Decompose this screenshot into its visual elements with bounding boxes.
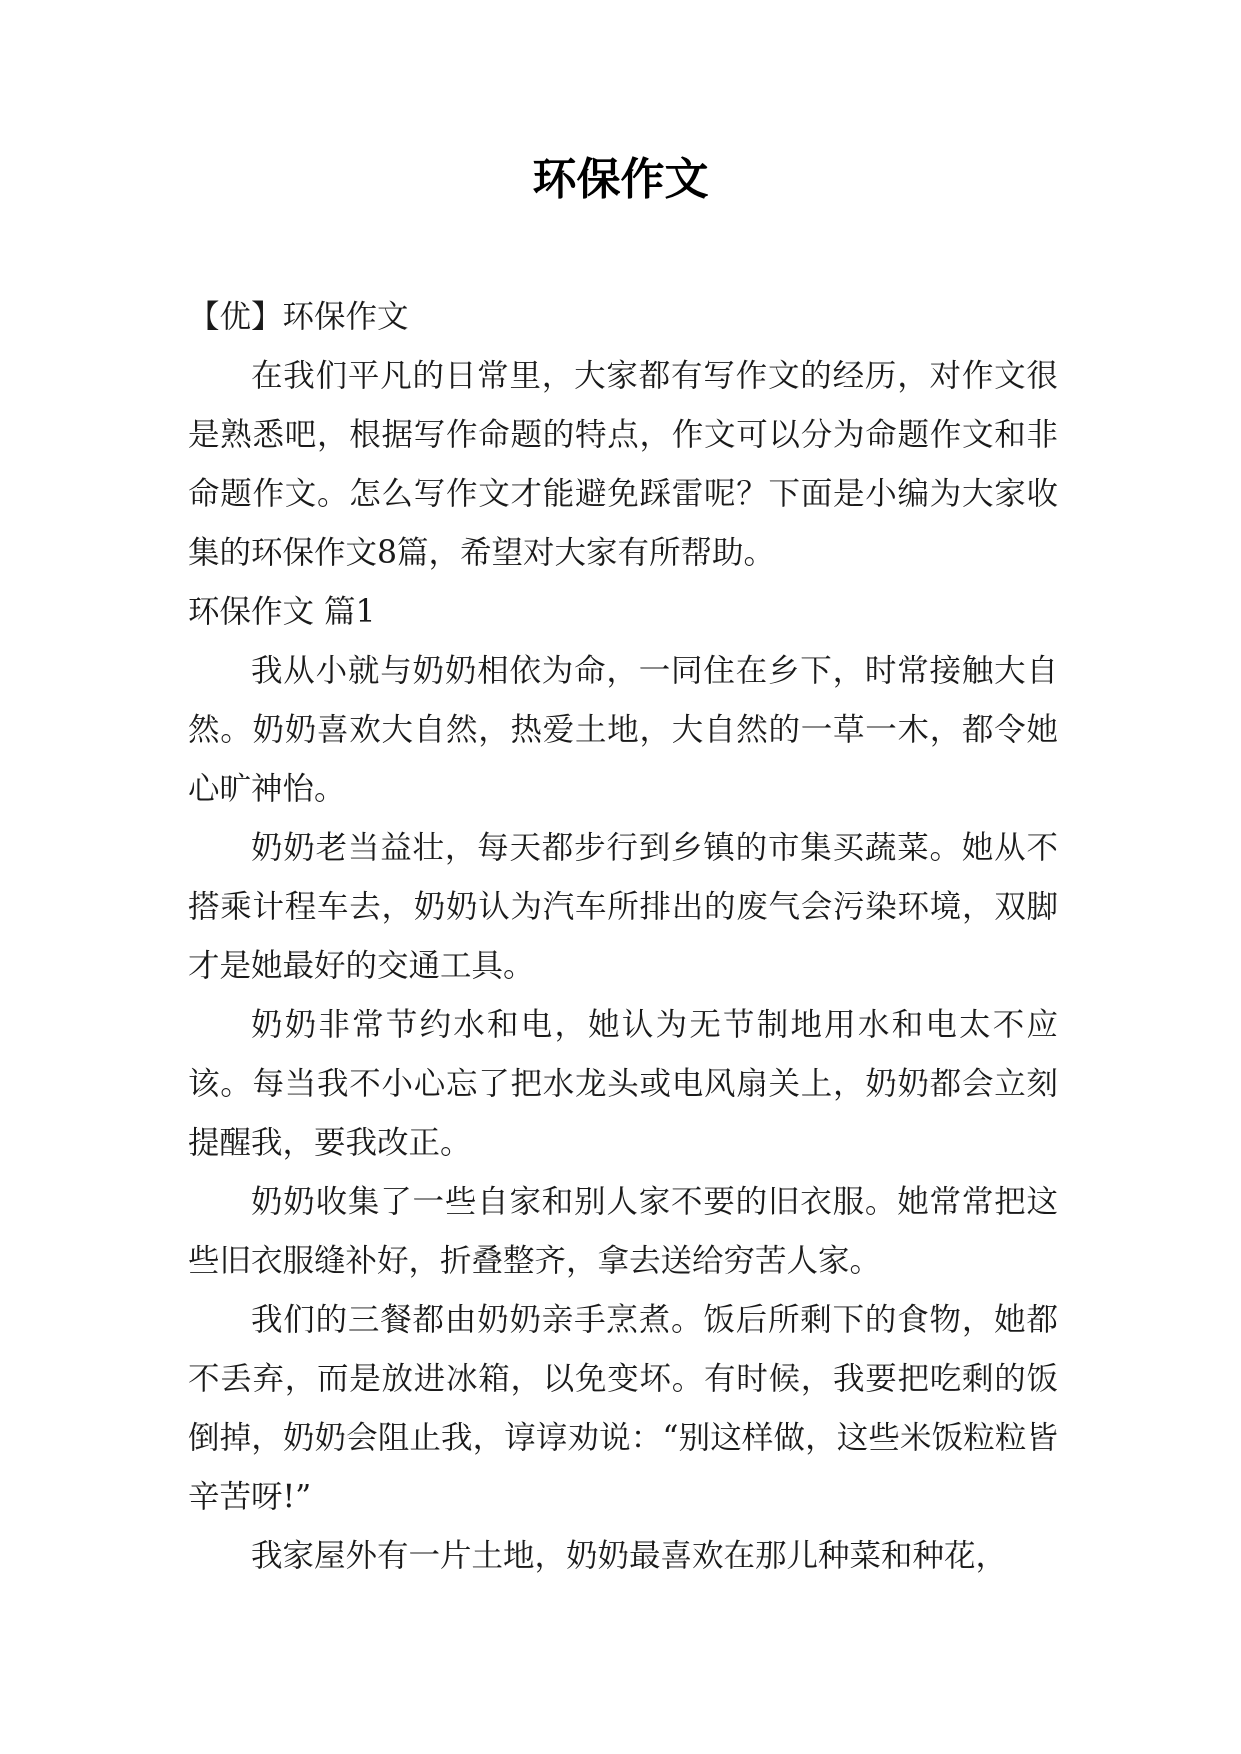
body-paragraph: 奶奶收集了一些自家和别人家不要的旧衣服。她常常把这些旧衣服缝补好，折叠整齐，拿去送给穷苦人家。 — [188, 1184, 1058, 1279]
document-title: 环保作文 — [532, 154, 709, 205]
body-paragraph: 奶奶非常节约水和电，她认为无节制地用水和电太不应该。每当我不小心忘了把水龙头或电风扇关上，奶奶都会立刻提醒我，要我改正。 — [188, 1007, 1058, 1161]
body-paragraph: 我家屋外有一片土地，奶奶最喜欢在那儿种菜和种花， — [251, 1538, 1008, 1574]
body-paragraph: 奶奶老当益壮，每天都步行到乡镇的市集买蔬菜。她从不搭乘计程车去，奶奶认为汽车所排出的废气会污染环境，双脚才是她最好的交通工具。 — [188, 830, 1058, 984]
section-heading: 环保作文 篇1 — [188, 594, 376, 630]
body-paragraph: 我从小就与奶奶相依为命，一同住在乡下，时常接触大自然。奶奶喜欢大自然，热爱土地，大自然的一草一木，都令她心旷神怡。 — [188, 653, 1058, 807]
intro-paragraph: 在我们平凡的日常里，大家都有写作文的经历，对作文很是熟悉吧，根据写作命题的特点，作文可以分为命题作文和非命题作文。怎么写作文才能避免踩雷呢？下面是小编为大家收集的环保作文8篇，希望对大家有所帮助。 — [188, 358, 1058, 571]
body-paragraph: 我们的三餐都由奶奶亲手烹煮。饭后所剩下的食物，她都不丢弃，而是放进冰箱，以免变坏。有时候，我要把吃剩的饭倒掉，奶奶会阻止我，谆谆劝说：“别这样做，这些米饭粒粒皆辛苦呀!” — [188, 1302, 1058, 1515]
document-body — [188, 288, 1058, 1586]
document-subtitle: 【优】环保作文 — [188, 299, 409, 335]
